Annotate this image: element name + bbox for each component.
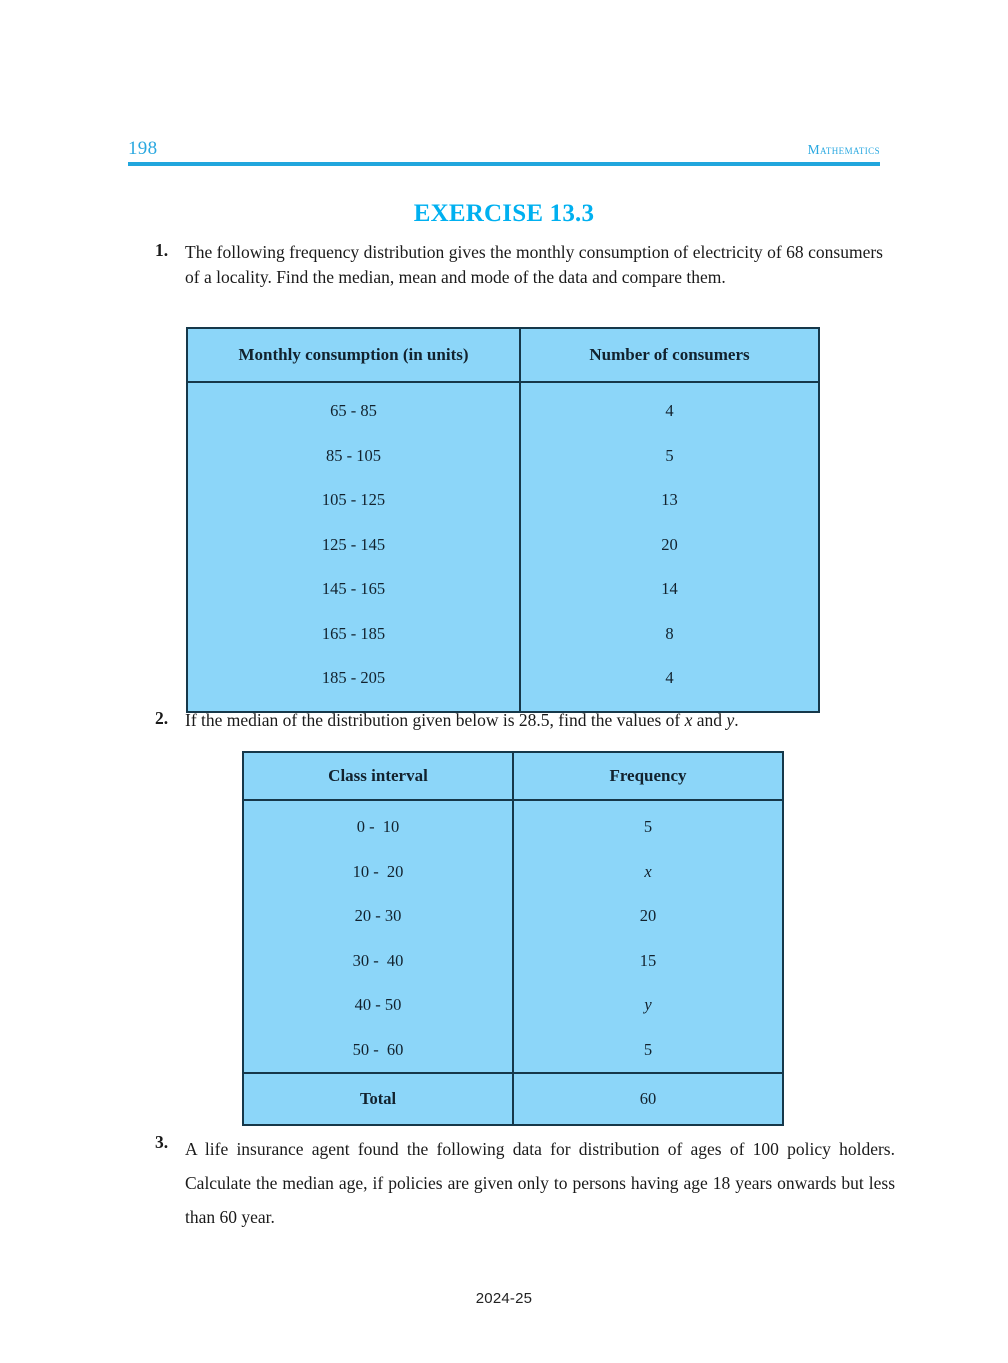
- table-row: [187, 382, 819, 434]
- question-3-number: 3.: [155, 1132, 169, 1152]
- cell-interval: 30 - 40: [243, 939, 513, 984]
- table-classinterval-body: [243, 800, 783, 1125]
- cell-interval: 165 - 185: [187, 612, 520, 657]
- question-2-text-after: .: [734, 710, 739, 730]
- header-rule: [128, 162, 880, 166]
- question-1-number: 1.: [155, 240, 169, 260]
- table-class-interval: [242, 751, 784, 1126]
- cell-frequency: 4: [520, 382, 819, 434]
- page-footer: 2024-25: [475, 1290, 533, 1307]
- question-3-text: A life insurance agent found the following data for distribution of ages of 100 policy holders. Calculate the median age, if policies are given only to persons having age 18 years onwards but less than 60 year.: [185, 1139, 895, 1227]
- exercise-title: EXERCISE 13.3: [413, 200, 595, 227]
- cell-interval: 85 - 105: [187, 434, 520, 479]
- cell-interval: 50 - 60: [243, 1028, 513, 1074]
- table-row: [187, 656, 819, 712]
- column-header-class-interval: Class interval: [243, 752, 513, 800]
- table-classinterval-head: [243, 752, 783, 800]
- cell-frequency: x: [513, 850, 783, 895]
- question-2-text: [185, 708, 883, 733]
- cell-frequency: 4: [520, 656, 819, 712]
- table-row: [243, 983, 783, 1028]
- table-header-row: [243, 752, 783, 800]
- table-row: [243, 1028, 783, 1074]
- column-header-monthly-consumption: Monthly consumption (in units): [187, 328, 520, 382]
- table-consumption-head: [187, 328, 819, 382]
- cell-interval: 105 - 125: [187, 478, 520, 523]
- table-row: [187, 567, 819, 612]
- cell-frequency: 13: [520, 478, 819, 523]
- question-2-text-before: If the median of the distribution given below is 28.5, find the values of: [185, 710, 685, 730]
- cell-interval: 10 - 20: [243, 850, 513, 895]
- table-total-row: [243, 1073, 783, 1125]
- table-monthly-consumption: [186, 327, 820, 713]
- cell-interval: 20 - 30: [243, 894, 513, 939]
- table-row: [243, 800, 783, 850]
- page-header: [128, 138, 880, 172]
- table-row: [187, 478, 819, 523]
- cell-interval: 145 - 165: [187, 567, 520, 612]
- column-header-frequency: Frequency: [513, 752, 783, 800]
- cell-frequency: 14: [520, 567, 819, 612]
- cell-frequency: 20: [520, 523, 819, 568]
- cell-interval: 0 - 10: [243, 800, 513, 850]
- column-header-number-of-consumers: Number of consumers: [520, 328, 819, 382]
- cell-frequency: 5: [520, 434, 819, 479]
- question-2-number: 2.: [155, 708, 169, 728]
- question-1: [155, 240, 883, 290]
- table-row: [243, 894, 783, 939]
- question-3: [155, 1132, 895, 1234]
- table-row: [187, 523, 819, 568]
- cell-total-value: 60: [513, 1073, 783, 1125]
- question-2: [155, 708, 883, 733]
- cell-frequency: 5: [513, 1028, 783, 1074]
- cell-interval: 185 - 205: [187, 656, 520, 712]
- running-title: Mathematics: [807, 142, 880, 157]
- question-2-text-middle: and: [692, 710, 727, 730]
- cell-frequency: 15: [513, 939, 783, 984]
- cell-frequency: 20: [513, 894, 783, 939]
- cell-frequency: 8: [520, 612, 819, 657]
- cell-interval: 125 - 145: [187, 523, 520, 568]
- table-consumption-body: [187, 382, 819, 712]
- cell-frequency: 5: [513, 800, 783, 850]
- question-2-variable-x: x: [684, 710, 693, 730]
- table-row: [187, 434, 819, 479]
- question-2-variable-y: y: [726, 710, 735, 730]
- cell-total-label: Total: [243, 1073, 513, 1125]
- table-row: [243, 939, 783, 984]
- cell-interval: 40 - 50: [243, 983, 513, 1028]
- question-1-text: The following frequency distribution gives the monthly consumption of electricity of 68 consumers of a locality. Find the median, mean and mode of the data and compare them.: [185, 242, 883, 287]
- table-header-row: [187, 328, 819, 382]
- cell-interval: 65 - 85: [187, 382, 520, 434]
- cell-frequency: y: [513, 983, 783, 1028]
- header-row: [128, 138, 880, 162]
- table-row: [187, 612, 819, 657]
- table-row: [243, 850, 783, 895]
- page-number: 198: [128, 138, 158, 159]
